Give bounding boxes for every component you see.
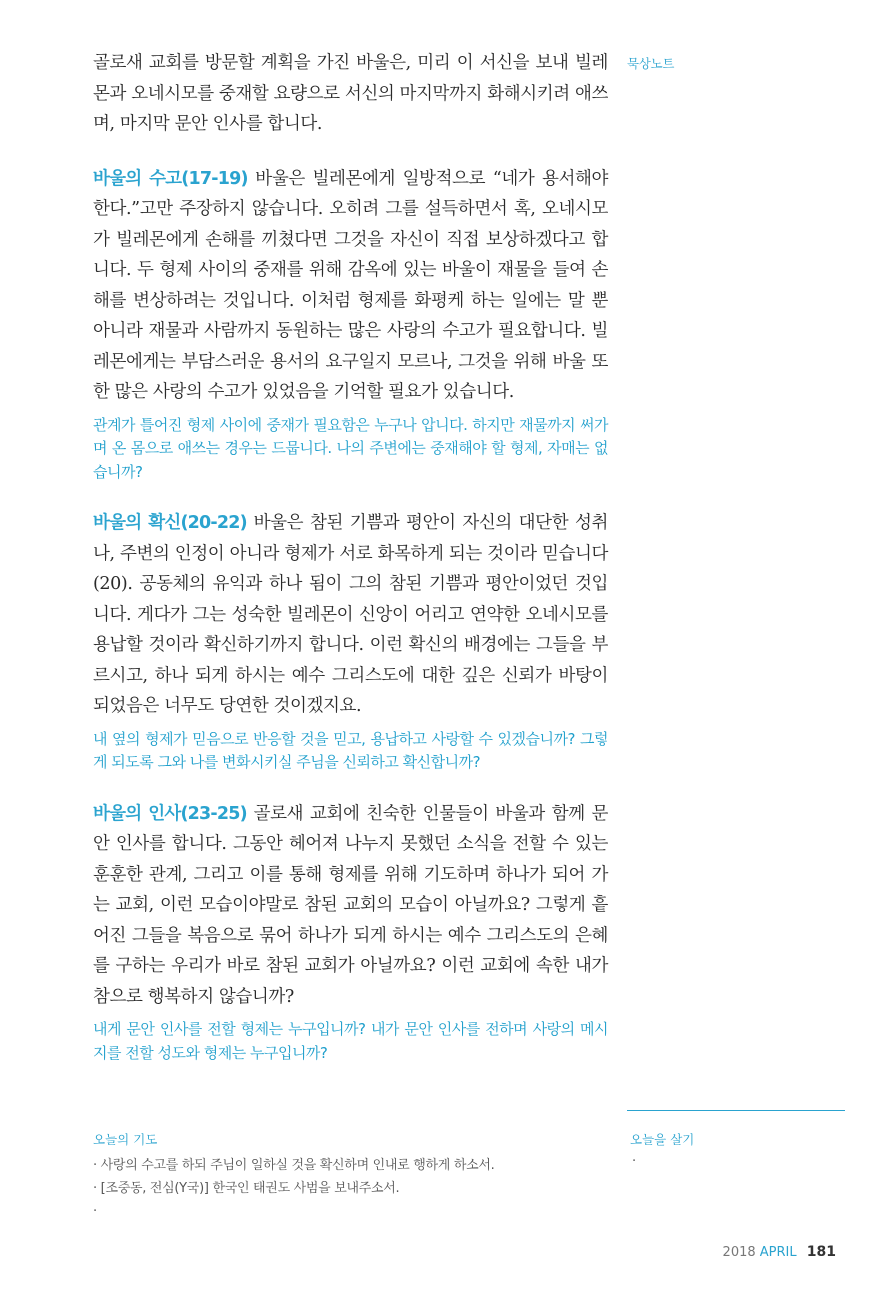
section-heading: 바울의 인사(23-25) <box>93 803 247 824</box>
section-confidence <box>93 508 608 722</box>
living-bullet: · <box>632 1154 637 1169</box>
intro-paragraph: 골로새 교회를 방문할 계획을 가진 바울은, 미리 이 서신을 보내 빌레몬과 오네시모를 중재할 요량으로 서신의 마지막까지 화해시키려 애쓰며, 마지막 문안 인사를 합니다. <box>93 53 608 134</box>
prayer-title: 오늘의 기도 <box>93 1132 158 1147</box>
section-heading: 바울의 수고(17-19) <box>93 168 248 189</box>
reflection-question: 내 옆의 형제가 믿음으로 반응할 것을 믿고, 용납하고 사랑할 수 있겠습니까? 그렇게 되도록 그와 나를 변화시키실 주님을 신뢰하고 확신합니까? <box>93 729 608 771</box>
main-column <box>93 48 608 1065</box>
footer-year: 2018 <box>722 1245 756 1260</box>
section-body: 바울은 참된 기쁨과 평안이 자신의 대단한 성취나, 주변의 인정이 아니라 형제가 서로 화목하게 되는 것이라 믿습니다(20). 공동체의 유익과 하나 됨이 그의 참된 기쁨과 평안이었던 것입니다. 게다가 그는 성숙한 빌레몬이 신앙이 어리고 연약한 오네시모를 용납할 것이라 확신하기까지 합니다. 이런 확신의 배경에는 그들을 부르시고, 하나 되게 하시는 예수 그리스도에 대한 깊은 신뢰가 바탕이 되었음은 너무도 당연한 것이겠지요. <box>93 513 609 716</box>
section-suffering <box>93 164 608 408</box>
prayer-item: · [조중동, 전심(Y국)] 한국인 태권도 사범을 보내주소서. <box>93 1177 608 1200</box>
section-body: 골로새 교회에 친숙한 인물들이 바울과 함께 문안 인사를 합니다. 그동안 헤어져 나누지 못했던 소식을 전할 수 있는 훈훈한 관계, 그리고 이를 통해 형제를 위해 기도하며 하나가 되어 가는 교회, 이런 모습이야말로 참된 교회의 모습이 아닐까요? 그렇게 흩어진 그들을 복음으로 묶어 하나가 되게 하시는 예수 그리스도의 은혜를 구하는 우리가 바로 참된 교회가 아닐까요? 이런 교회에 속한 내가 참으로 행복하지 않습니까? <box>93 803 609 1007</box>
prayer-list <box>93 1154 608 1223</box>
reflection-question: 관계가 틀어진 형제 사이에 중재가 필요함은 누구나 압니다. 하지만 재물까지 써가며 온 몸으로 애쓰는 경우는 드뭅니다. 나의 주변에는 중재해야 할 형제, 자매는 없습니까? <box>93 415 608 481</box>
meditation-note-label: 묵상노트 <box>627 56 675 71</box>
divider <box>627 1110 845 1111</box>
section-greeting <box>93 799 608 1013</box>
page-number: 181 <box>806 1244 836 1260</box>
prayer-item <box>93 1200 608 1223</box>
living-title: 오늘을 살기 <box>630 1132 695 1147</box>
section-body: 바울은 빌레몬에게 일방적으로 “네가 용서해야 한다.”고만 주장하지 않습니다. 오히려 그를 설득하면서 혹, 오네시모가 빌레몬에게 손해를 끼쳤다면 그것을 자신이 직접 보상하겠다고 합니다. 두 형제 사이의 중재를 위해 감옥에 있는 바울이 재물을 들여 손해를 변상하려는 것입니다. 이처럼 형제를 화평케 하는 일에는 말 뿐 아니라 재물과 사람까지 동원하는 많은 사랑의 수고가 필요합니다. 빌레몬에게는 부담스러운 용서의 요구일지 모르나, 그것을 위해 바울 또한 많은 사랑의 수고가 있었음을 기억할 필요가 있습니다. <box>93 168 608 402</box>
reflection-question: 내게 문안 인사를 전할 형제는 누구입니까? 내가 문안 인사를 전하며 사랑의 메시지를 전할 성도와 형제는 누구입니까? <box>93 1020 608 1062</box>
footer-month: APRIL <box>759 1245 797 1260</box>
section-heading: 바울의 확신(20-22) <box>93 513 247 533</box>
page-footer <box>723 1244 836 1260</box>
prayer-item: · 사랑의 수고를 하되 주님이 일하실 것을 확신하며 인내로 행하게 하소서. <box>93 1154 608 1177</box>
